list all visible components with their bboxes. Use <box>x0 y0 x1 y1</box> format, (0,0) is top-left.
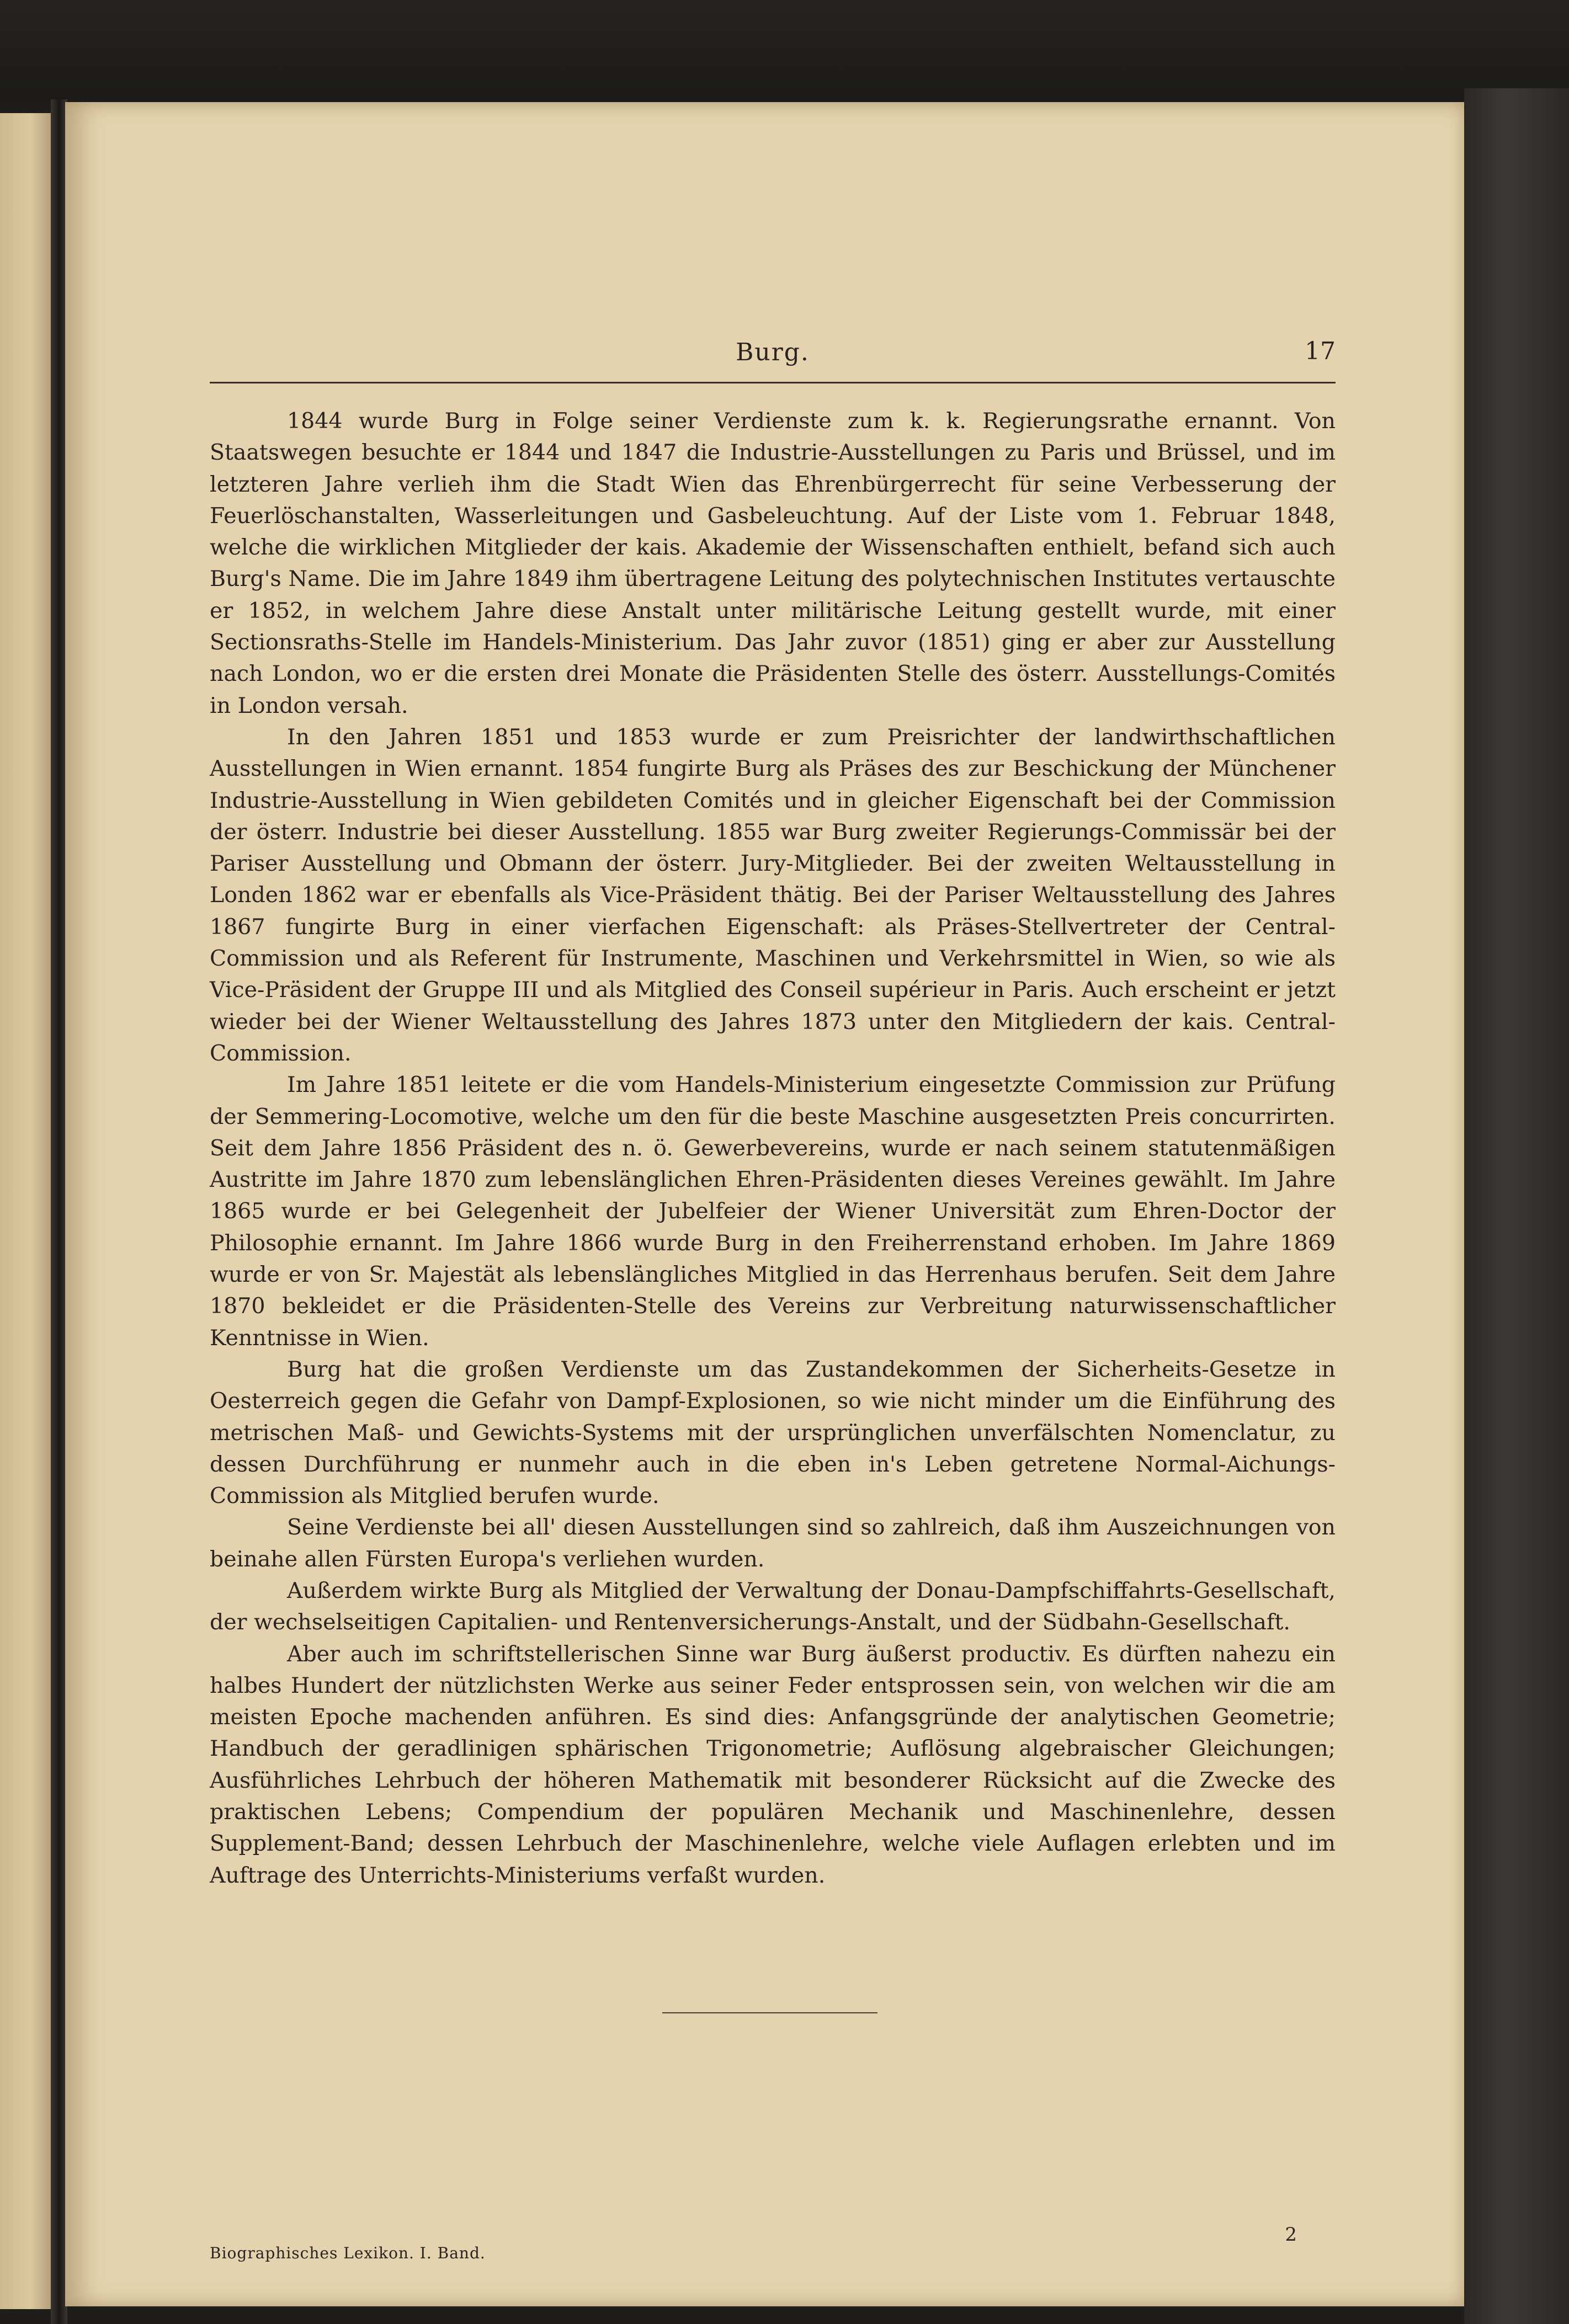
book-cover-top <box>0 0 1569 102</box>
paragraph: In den Jahren 1851 und 1853 wurde er zum Preisrichter der landwirthschaftlichen Ausstellungen in Wien ernannt. 1854 fungirte Burg als Präses des zur Beschickung der Münchener Industrie-Ausstellung in Wien gebildeten Comités und in gleicher Eigenschaft bei der Commission der österr. Industrie bei dieser Ausstellung. 1855 war Burg zweiter Regierungs-Commissär bei der Pariser Ausstellung und Obmann der österr. Jury-Mitglieder. Bei der zweiten Weltausstellung in Londen 1862 war er ebenfalls als Vice-Präsident thätig. Bei der Pariser Weltausstellung des Jahres 1867 fungirte Burg in einer vierfachen Eigenschaft: als Präses-Stellvertreter der Central-Commission und als Referent für Instrumente, Maschinen und Verkehrsmittel in Wien, so wie als Vice-Präsident der Gruppe III und als Mitglied des Conseil supérieur in Paris. Auch erscheint er jetzt wieder bei der Wiener Weltausstellung des Jahres 1873 unter den Mitgliedern der kais. Central-Commission. <box>210 724 1336 1066</box>
signature-mark: 2 <box>1285 2224 1297 2246</box>
running-head <box>210 333 1336 371</box>
article-body <box>210 406 1336 1891</box>
closing-rule <box>662 2012 877 2013</box>
book-cover-right <box>1464 88 1569 2324</box>
left-page-edge <box>0 113 51 2309</box>
printer-signature: Biographisches Lexikon. I. Band. <box>210 2244 486 2262</box>
paragraph: Außerdem wirkte Burg als Mitglied der Verwaltung der Donau-Dampfschiffahrts-Gesellschaft, der wechselseitigen Capitalien- und Rentenversicherungs-Anstalt, und der Südbahn-Gesellschaft. <box>210 1577 1336 1635</box>
book-page <box>65 102 1464 2306</box>
paragraph: Aber auch im schriftstellerischen Sinne war Burg äußerst productiv. Es dürften nahezu ein halbes Hundert der nützlichsten Werke aus seiner Feder entsprossen sein, von welchen wir die am meisten Epoche machenden anführen. Es sind dies: Anfangsgründe der analytischen Geometrie; Handbuch der geradlinigen sphärischen Trigonometrie; Auflösung algebraischer Gleichungen; Ausführliches Lehrbuch der höheren Mathematik mit besonderer Rücksicht auf die Zwecke des praktischen Lebens; Compendium der populären Mechanik und Maschinenlehre, dessen Supplement-Band; dessen Lehrbuch der Maschinenlehre, welche viele Auflagen erlebten und im Auftrage des Unterrichts-Ministeriums verfaßt wurden. <box>210 1641 1336 1888</box>
paragraph: Seine Verdienste bei all' diesen Ausstellungen sind so zahlreich, daß ihm Auszeichnungen von beinahe allen Fürsten Europa's verliehen wurden. <box>210 1515 1336 1572</box>
paragraph: Burg hat die großen Verdienste um das Zustandekommen der Sicherheits-Gesetze in Oesterreich gegen die Gefahr von Dampf-Explosionen, so wie nicht minder um die Einführung des metrischen Maß- und Gewichts-Systems mit der ursprünglichen unverfälschten Nomenclatur, zu dessen Durchführung er nunmehr auch in die eben in's Leben getretene Normal-Aichungs-Commission als Mitglied berufen wurde. <box>210 1356 1336 1509</box>
page-number: 17 <box>1305 337 1336 365</box>
header-rule <box>210 382 1336 383</box>
running-title: Burg. <box>736 338 810 366</box>
paragraph: Im Jahre 1851 leitete er die vom Handels-Ministerium eingesetzte Commission zur Prüfung der Semmering-Locomotive, welche um den für die beste Maschine ausgesetzten Preis concurrirten. Seit dem Jahre 1856 Präsident des n. ö. Gewerbevereins, wurde er nach seinem statutenmäßigen Austritte im Jahre 1870 zum lebenslänglichen Ehren-Präsidenten dieses Vereines gewählt. Im Jahre 1865 wurde er bei Gelegenheit der Jubelfeier der Wiener Universität zum Ehren-Doctor der Philosophie ernannt. Im Jahre 1866 wurde Burg in den Freiherrenstand erhoben. Im Jahre 1869 wurde er von Sr. Majestät als lebenslängliches Mitglied in das Herrenhaus berufen. Seit dem Jahre 1870 bekleidet er die Präsidenten-Stelle des Vereins zur Verbreitung naturwissenschaftlicher Kenntnisse in Wien. <box>210 1072 1336 1351</box>
paragraph: 1844 wurde Burg in Folge seiner Verdienste zum k. k. Regierungsrathe ernannt. Von Staatswegen besuchte er 1844 und 1847 die Industrie-Ausstellungen zu Paris und Brüssel, und im letzteren Jahre verlieh ihm die Stadt Wien das Ehrenbürgerrecht für seine Verbesserung der Feuerlöschanstalten, Wasserleitungen und Gasbeleuchtung. Auf der Liste vom 1. Februar 1848, welche die wirklichen Mitglieder der kais. Akademie der Wissenschaften enthielt, befand sich auch Burg's Name. Die im Jahre 1849 ihm übertragene Leitung des polytechnischen Institutes vertauschte er 1852, in welchem Jahre diese Anstalt unter militärische Leitung gestellt wurde, mit einer Sectionsraths-Stelle im Handels-Ministerium. Das Jahr zuvor (1851) ging er aber zur Ausstellung nach London, wo er die ersten drei Monate die Präsidenten Stelle des österr. Ausstellungs-Comités in London versah. <box>210 408 1336 718</box>
page-content <box>210 218 1336 2282</box>
